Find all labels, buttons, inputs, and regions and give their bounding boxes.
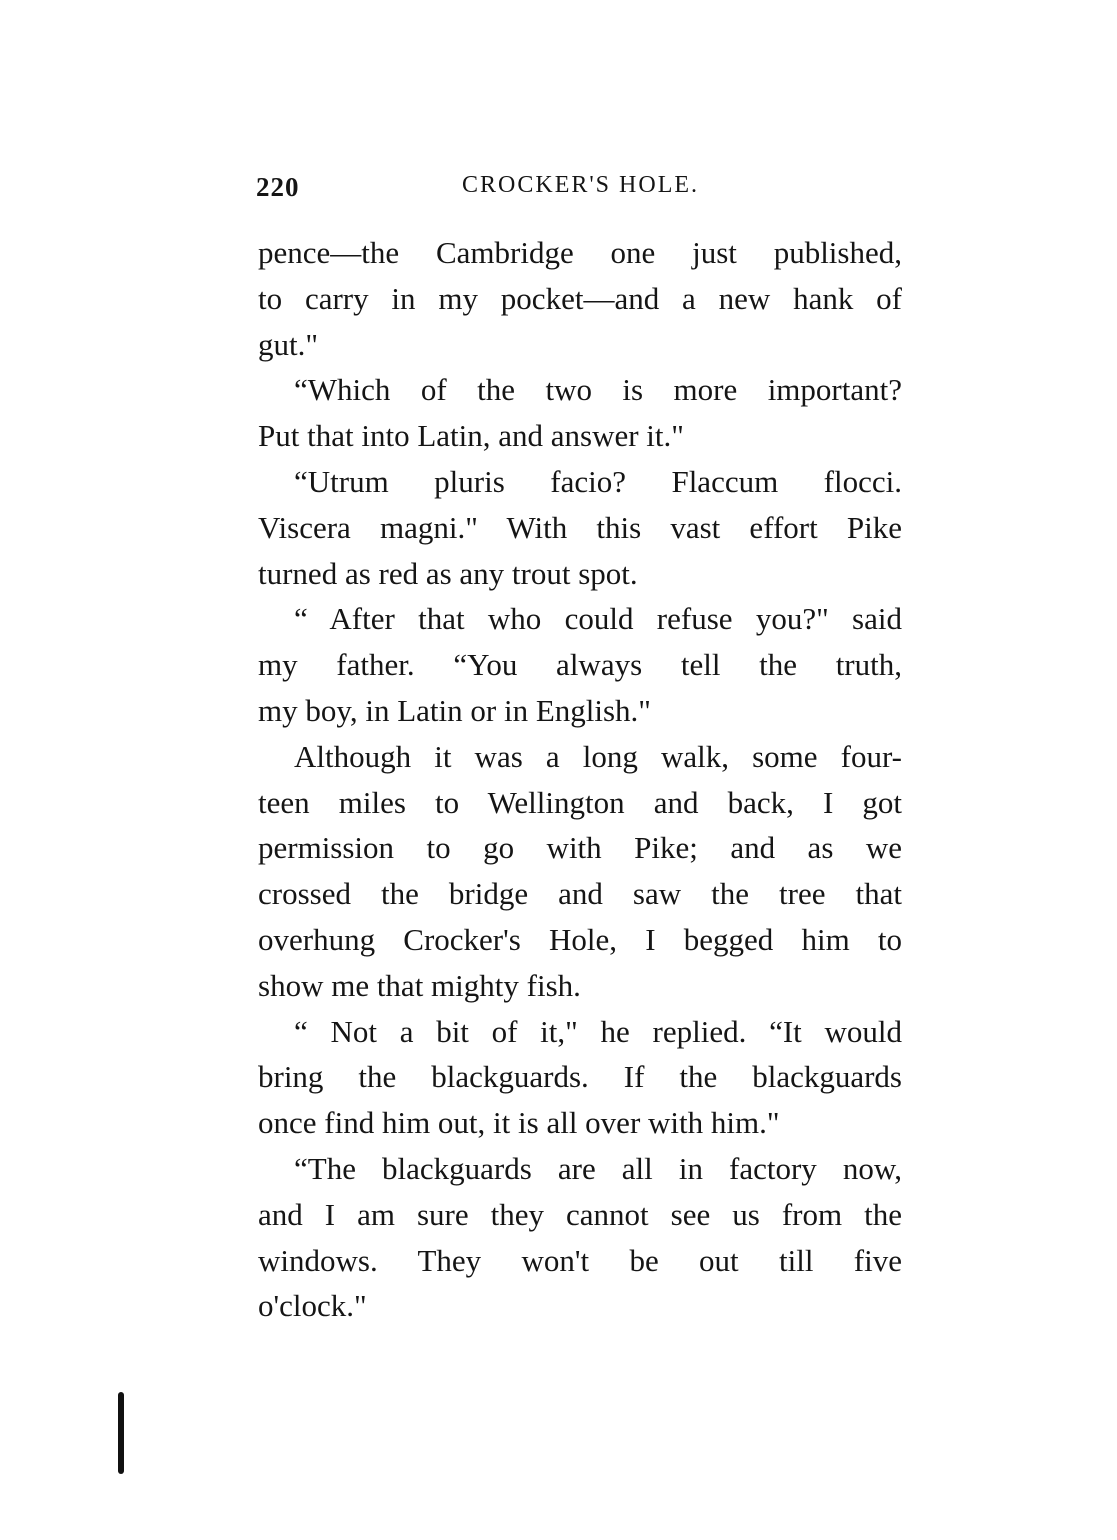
paragraph-1 <box>258 230 902 367</box>
text-line: Put that into Latin, and answer it." <box>258 418 684 454</box>
text-line: Although it was a long walk, some four- <box>294 738 902 774</box>
running-title: CROCKER'S HOLE. <box>462 172 700 198</box>
paragraph-6 <box>258 1009 902 1146</box>
text-line: windows. They won't be out till five <box>258 1242 902 1278</box>
paragraph-2 <box>258 367 902 459</box>
text-line: crossed the bridge and saw the tree that <box>258 876 902 912</box>
running-head <box>256 172 904 206</box>
paragraph-5 <box>258 734 902 1009</box>
text-line: “Which of the two is more important? <box>294 372 902 408</box>
text-line: show me that mighty fish. <box>258 967 581 1003</box>
text-line: “ After that who could refuse you?" said <box>294 601 902 637</box>
text-line: bring the blackguards. If the blackguards <box>258 1059 902 1095</box>
text-line: “The blackguards are all in factory now, <box>294 1150 902 1186</box>
paragraph-3 <box>258 459 902 596</box>
text-line: o'clock." <box>258 1288 367 1324</box>
paragraph-4 <box>258 596 902 733</box>
text-line: pence—the Cambridge one just published, <box>258 235 902 270</box>
text-line: to carry in my pocket—and a new hank of <box>258 280 902 316</box>
body-text <box>258 230 902 1329</box>
text-line: once find him out, it is all over with him." <box>258 1105 780 1141</box>
text-line: overhung Crocker's Hole, I begged him to <box>258 921 902 957</box>
text-line: gut." <box>258 326 319 362</box>
text-line: teen miles to Wellington and back, I got <box>258 784 902 820</box>
text-line: “ Not a bit of it," he replied. “It would <box>294 1013 902 1049</box>
page-number: 220 <box>256 172 300 202</box>
text-line: my boy, in Latin or in English." <box>258 692 651 728</box>
text-line: permission to go with Pike; and as we <box>258 830 902 866</box>
text-line: Viscera magni." With this vast effort Pike <box>258 509 902 545</box>
text-line: “Utrum pluris facio? Flaccum flocci. <box>294 463 902 499</box>
text-line: my father. “You always tell the truth, <box>258 647 902 683</box>
scan-edge-mark <box>118 1392 124 1474</box>
text-line: and I am sure they cannot see us from the <box>258 1196 902 1232</box>
paragraph-7 <box>258 1146 902 1329</box>
text-line: turned as red as any trout spot. <box>258 555 638 591</box>
